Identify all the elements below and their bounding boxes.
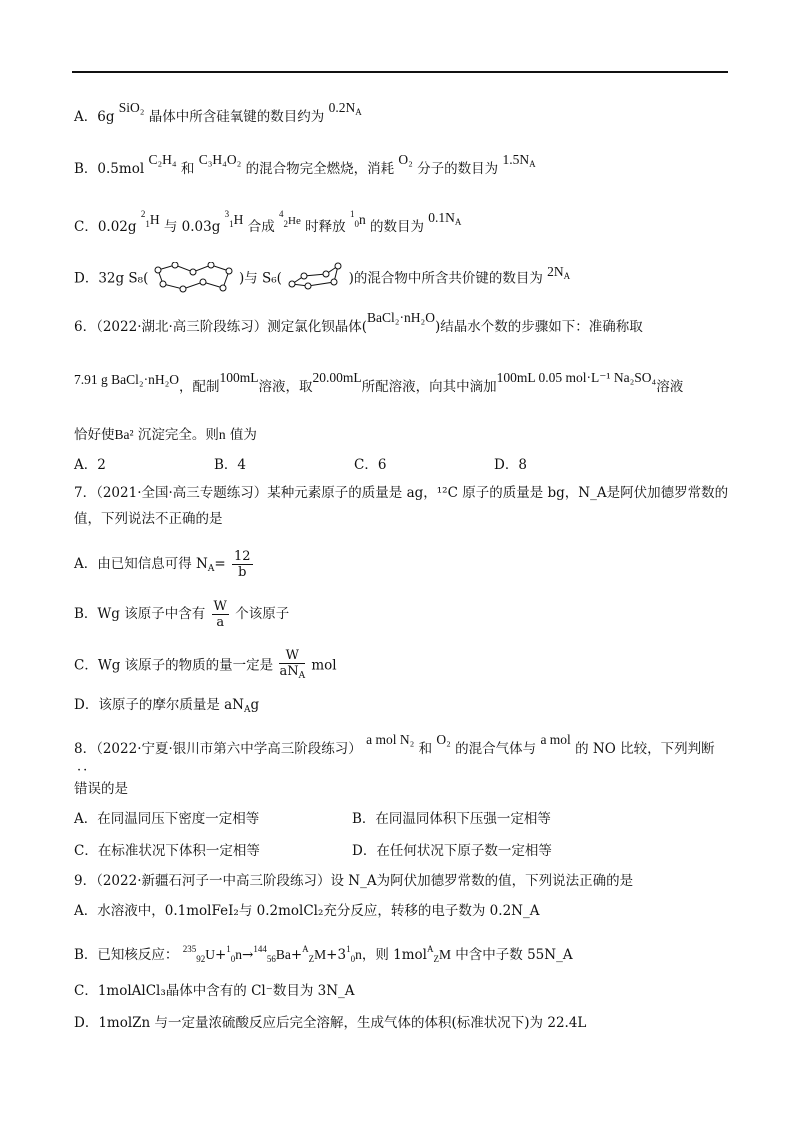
q7c-text: C．Wg 该原子的物质的量一定是 xyxy=(74,657,274,674)
q9b-n1: n xyxy=(235,947,243,962)
q9b-u-num: 92 xyxy=(196,954,206,964)
q7a-sub: A xyxy=(207,564,215,574)
q5d-lead: D．32g S₈( xyxy=(74,270,149,287)
q9b-lead: B．已知核反应： xyxy=(74,947,179,963)
q5c-iso1: H xyxy=(149,212,160,227)
q6-line3-t1: 恰好使 xyxy=(74,427,115,443)
reaction-arrow-icon: → xyxy=(242,947,254,963)
q6-option-b: B．4 xyxy=(214,457,247,473)
q9b-u: U xyxy=(205,947,215,962)
q5b-formula1: C₂H₄ xyxy=(148,152,177,167)
s8-ring-diagram xyxy=(153,262,235,296)
q5c-iso1-mass: 2 xyxy=(140,209,146,219)
emphasis-dots: ·· xyxy=(77,763,90,778)
q6-line3-t2: 沉淀完全。则 xyxy=(137,427,219,443)
q5c-value-sub: A xyxy=(454,217,462,227)
q6-t2: 溶液，取 xyxy=(258,379,313,395)
q5c-iso2: H xyxy=(233,212,244,227)
q8-option-b: B．在同温同体积下压强一定相等 xyxy=(352,811,551,827)
q6-stem: 6．（2022·湖北·高三阶段练习）测定氯化钡晶体( xyxy=(74,319,368,335)
q6-vol1: 100mL xyxy=(219,370,259,385)
q9b-m2-mass: A xyxy=(426,944,434,954)
q7-stem-line2: 值，下列说法不正确的是 xyxy=(74,511,223,527)
q5c-iso3-mass: 4 xyxy=(279,209,284,219)
q7d-text: D．该原子的摩尔质量是 aN xyxy=(74,697,244,713)
q7c-den-sub: A xyxy=(298,671,306,681)
q5c-text2: 时释放 xyxy=(305,219,346,235)
q5a-text: 晶体中所含硅氧键的数目约为 xyxy=(148,109,325,125)
q9b-n2: n xyxy=(355,947,362,962)
q6-option-a: A．2 xyxy=(74,457,106,473)
q5-option-d xyxy=(74,262,570,296)
q9-option-c: C．1molAlCl₃晶体中含有的 Cl⁻数目为 3N_A xyxy=(74,983,355,999)
q7b-text: B．Wg 该原子中含有 xyxy=(74,606,206,622)
q6-vol2: 20.00mL xyxy=(312,370,362,385)
q9b-n2-num: 0 xyxy=(350,954,356,964)
q7a-fraction xyxy=(232,549,253,580)
q8-stem-line2: 错误的是 xyxy=(74,781,128,797)
q9b-ba-mass: 144 xyxy=(253,944,267,954)
q6-option-d: D．8 xyxy=(494,457,527,473)
q7-option-d xyxy=(74,696,259,719)
q7-stem-line1: 7．（2021·全国·高三专题练习）某种元素原子的质量是 ag，¹²C 原子的质量是 bg，N_A是阿伏加德罗常数的 xyxy=(74,485,729,501)
q5c-iso4: n xyxy=(358,212,366,227)
q8-stem-line1 xyxy=(74,732,715,758)
q5a-formula: SiO₂ xyxy=(118,100,145,115)
q5a-value-sub: A xyxy=(355,107,362,117)
q8-formula3: a mol xyxy=(540,732,571,747)
q9b-u-mass: 235 xyxy=(182,944,197,954)
q5c-text1: 合成 xyxy=(247,219,275,235)
q5b-lead: B．0.5mol xyxy=(74,161,145,177)
q7d-tail: g xyxy=(250,697,260,713)
q8-t1: 的混合气体与 xyxy=(455,741,537,757)
q9b-n1-num: 0 xyxy=(230,954,236,964)
q7c-num: W xyxy=(279,648,305,664)
q6-formula: BaCl₂·nH₂O xyxy=(367,310,435,325)
q5-option-a xyxy=(74,100,362,130)
q6-stem-tail: )结晶水个数的步骤如下：准确称取 xyxy=(434,319,643,335)
q9b-n1-mass: 1 xyxy=(226,944,231,954)
q5c-text3: 的数目为 xyxy=(369,219,424,235)
q9b-m2-num: Z xyxy=(433,954,439,964)
q6-ion: Ba² xyxy=(114,427,134,442)
q6-mass: 7.91 g BaCl₂·nH₂O xyxy=(74,372,180,387)
q9b-m-mass: A xyxy=(302,944,309,954)
q9b-m: M xyxy=(314,947,327,962)
q5b-text2: 分子的数目为 xyxy=(417,161,499,177)
q5c-iso4-num: 0 xyxy=(354,219,359,229)
q9b-m2: M xyxy=(438,947,451,962)
q6-n: n xyxy=(218,427,226,442)
q5d-tail: )的混合物中所含共价键的数目为 xyxy=(348,270,543,287)
q7a-den: b xyxy=(238,565,247,580)
q9b-plus1: + xyxy=(214,947,227,963)
q9-option-d: D．1molZn 与一定量浓硫酸反应后完全溶解，生成气体的体积(标准状况下)为 22.4L xyxy=(74,1015,587,1031)
q7c-fraction xyxy=(279,648,305,684)
q8-option-c: C．在标准状况下体积一定相等 xyxy=(74,843,260,859)
q6-option-c: C．6 xyxy=(354,457,387,473)
q6-stem-line3 xyxy=(74,426,257,444)
q8-mid: 和 xyxy=(418,741,433,757)
q9b-plus3: +3 xyxy=(326,947,347,963)
q5c-iso2-num: 1 xyxy=(229,219,234,229)
q7b-den: a xyxy=(216,615,225,630)
q5c-lead: C．0.02g xyxy=(74,219,137,235)
q7b-num: W xyxy=(213,599,227,614)
q5d-value-sub: A xyxy=(563,270,571,281)
q8-stem: 8．（2022·宁夏·银川市第六中学高三阶段练习） xyxy=(74,741,362,757)
q5a-lead: A．6g xyxy=(74,109,115,125)
q7c-tail: mol xyxy=(311,657,337,674)
q9-stem: 9．（2022·新疆石河子一中高三阶段练习）设 N_A为阿伏加德罗常数的值，下列说法正确的是 xyxy=(74,873,634,889)
q9b-ba-num: 56 xyxy=(266,954,276,964)
q5b-value: 1.5N xyxy=(502,152,530,167)
q6-t3: 所配溶液，向其中滴加 xyxy=(361,379,497,395)
q7-option-c xyxy=(74,648,337,684)
q7a-eq: = xyxy=(214,556,226,572)
q6-t4: 溶液 xyxy=(656,379,684,395)
q9-option-b xyxy=(74,940,573,968)
q5-option-b xyxy=(74,152,536,182)
q9-option-a: A．水溶液中，0.1molFeI₂与 0.2molCl₂充分反应，转移的电子数为 0.2N_A xyxy=(74,903,540,919)
q5a-value: 0.2N xyxy=(328,100,356,115)
q8-option-a: A．在同温同压下密度一定相等 xyxy=(74,811,260,827)
q5b-formula3: O₂ xyxy=(398,152,413,167)
q7a-text: A．由已知信息可得 N xyxy=(74,556,208,572)
q9b-plus2: + xyxy=(290,947,303,963)
q5c-iso3-num: 2 xyxy=(283,219,289,229)
q5b-text1: 的混合物完全燃烧，消耗 xyxy=(245,161,395,177)
q8-t2: 的 NO 比较，下列判断 xyxy=(575,741,715,757)
q6-t1: ，配制 xyxy=(179,379,220,395)
q5d-mid: )与 S₆( xyxy=(238,270,282,287)
q7c-den: aN xyxy=(279,664,299,679)
q7b-tail: 个该原子 xyxy=(235,606,290,622)
q9b-t1: ，则 1mol xyxy=(361,947,427,963)
q5d-value: 2N xyxy=(547,263,564,279)
q5b-value-sub: A xyxy=(529,159,536,169)
q9b-n2-mass: 1 xyxy=(346,944,351,954)
q6-stem-line2 xyxy=(74,370,684,396)
q5b-formula2: C₃H₄O₂ xyxy=(198,152,242,167)
q7b-fraction xyxy=(212,599,229,630)
q7-option-b xyxy=(74,598,289,630)
q6-reagent: 100mL 0.05 mol·L⁻¹ Na₂SO₄ xyxy=(496,370,657,385)
q5c-iso4-mass: 1 xyxy=(349,209,355,219)
q8-option-d: D．在任何状况下原子数一定相等 xyxy=(352,843,552,859)
q6-line3-t3: 值为 xyxy=(229,427,257,443)
q5c-iso3: He xyxy=(288,215,301,227)
q5-option-c xyxy=(74,209,462,240)
q9b-m-num: Z xyxy=(308,954,315,964)
s6-ring-diagram xyxy=(286,262,344,296)
q7-option-a xyxy=(74,548,255,585)
q5b-mid: 和 xyxy=(180,161,195,177)
q5c-iso2-mass: 3 xyxy=(224,209,230,219)
q7d-sub: A xyxy=(243,705,251,715)
q5c-iso1-num: 1 xyxy=(145,219,150,229)
q9b-ba: Ba xyxy=(275,947,291,962)
q5c-value: 0.1N xyxy=(428,210,455,225)
q7a-num: 12 xyxy=(233,549,251,564)
q6-stem-line1 xyxy=(74,310,643,336)
q8-formula2: O₂ xyxy=(436,732,451,747)
header-rule xyxy=(72,71,728,73)
q9b-t2: 中含中子数 55N_A xyxy=(455,947,573,963)
q8-formula1: a mol N₂ xyxy=(366,732,415,747)
q5c-mid: 与 0.03g xyxy=(163,219,221,235)
